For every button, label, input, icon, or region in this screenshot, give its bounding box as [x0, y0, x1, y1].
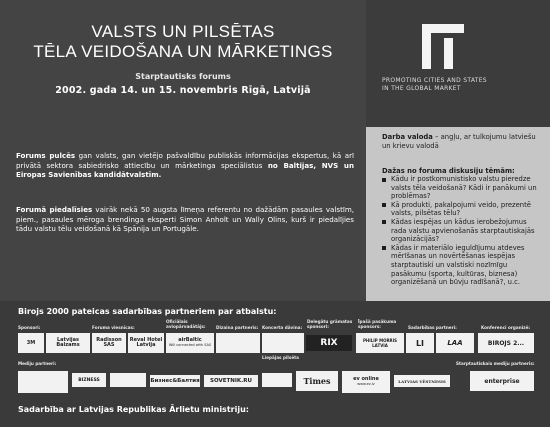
logo-caption-line-2: IN THE GLOBAL MARKET	[382, 85, 461, 92]
logo-sovetnik: SOVETNIK.RU	[204, 375, 258, 387]
sponsors-section	[0, 301, 550, 427]
list-item: Kā produkti, pakalpojumi veido, prezentē valsts, pilsētas tēlu?	[382, 201, 544, 218]
cat-special-1: Īpašā pasākuma	[358, 319, 397, 324]
language-text: – angļu, ar tulkojumu latviešu un krievu valodā	[382, 133, 536, 150]
cat-sponsors: Sponsori:	[18, 325, 41, 330]
logo-ev-online	[342, 371, 390, 393]
event-date: 2002. gada 14. un 15. novembris Rīgā, Latvijā	[55, 85, 311, 96]
subtitle: Starptautisks forums	[135, 72, 231, 81]
title-block	[0, 0, 366, 127]
list-item: Kādas iespējas un kādus ierobežojumus rada valstu apvienošanās starptautiskajās organizācijās?	[382, 218, 544, 244]
topics-list	[382, 175, 544, 287]
logo-laa: LAA	[436, 333, 474, 353]
logo-caption-line-1: PROMOTING CITIES AND STATES	[382, 77, 487, 84]
intro-paragraph-2	[16, 205, 354, 234]
topics-title: Dažas no foruma diskusiju tēmām:	[382, 167, 515, 175]
cat-hotels: Foruma viesnīcas:	[92, 325, 135, 330]
list-item: Kādu ir postkomunistisko valstu pieredze valsts tēla veidošanā? Kādi ir panākumi un problēmas?	[382, 175, 544, 201]
ministry-note: Sadarbība ar Latvijas Republikas Ārlietu ministriju:	[18, 405, 249, 414]
cat-airline-1: Oficiālais	[166, 319, 188, 324]
logo-reval-hotel: Reval Hotel Latvija	[128, 333, 164, 353]
cat-delegates-2: sponsori:	[307, 324, 329, 329]
intro-paragraph-1	[16, 151, 354, 180]
logo-media-6	[262, 373, 292, 387]
logo-media-3	[110, 373, 146, 387]
logo-airbaltic-name: airBaltic	[178, 337, 202, 343]
cat-partners: Sadarbības partneri:	[408, 325, 457, 330]
list-item: Kādas ir materiālo ieguldījumu atdeves mērīšanas un novērtēšanas iespējas starptautiski un valstiski nozīmīgu pasākumu (sporta, kultūras, biznesa) organizēšanā un būvju radīšanā?, u.c.	[382, 244, 544, 287]
logo-ev-online-name: ev online	[353, 376, 379, 382]
logo-birojs-2000: BIROJS 2...	[478, 333, 534, 353]
cat-special-2: sponsors:	[358, 324, 381, 329]
forum-logo-icon	[422, 24, 464, 69]
logo-radisson: Radisson SAS	[92, 333, 126, 353]
logo-bizness-baltija: Бизнес&Балтия	[150, 375, 200, 387]
cat-intl-media: Starptautiskais mediju partneris:	[456, 361, 535, 366]
logo-bizness: BIZNESS	[72, 373, 106, 387]
logo-enterprise: enterprise	[470, 371, 534, 391]
title-line-2: TĒLA VEIDOŠANA UN MĀRKETINGS	[33, 42, 333, 61]
logo-latvijas-balzams: Latvijas Balzams	[46, 333, 90, 353]
logo-airbaltic-tagline: Will connected with SAS	[168, 343, 212, 347]
sponsors-heading: Birojs 2000 pateicas sadarbības partneriem par atbalstu:	[18, 307, 277, 316]
logo-times: Times	[296, 371, 338, 391]
logo-media-1	[18, 371, 68, 393]
cat-airline-2: aviopārvadātājs:	[166, 324, 206, 329]
language-label: Darba valoda	[382, 133, 433, 141]
logo-rix: RIX	[306, 335, 352, 351]
info-panel	[366, 127, 550, 301]
intro-p1-lead: Forums pulcēs	[16, 151, 76, 160]
cat-media: Mediju partneri:	[18, 361, 57, 366]
title-line-1: VALSTS UN PILSĒTAS	[91, 22, 275, 41]
intro-p2-text: vairāk nekā 50 augsta līmeņa referentu no dažādām pasaules valstīm, piem., pasaules mēroga brendinga eksperti Simon Anholt un Wally Olins, kurš ir piedalījies tādu valstu tēlu veidošanā kā Spānija un Portugāle.	[16, 205, 354, 234]
logo-design-partner	[216, 333, 260, 353]
intro-p1-text: gan valsts, gan vietējo pašvaldību publiskās informācijas ekspertus, kā arī privātā sektora sabiedrisko attiecību un mārketinga speciālistus	[16, 151, 354, 170]
caption-liepajas-pilseta: Liepājas pilsēta	[262, 355, 300, 360]
logo-3m: 3M	[18, 333, 44, 353]
intro-section	[0, 127, 366, 301]
logo-concert-sponsor	[262, 333, 304, 353]
logo-latvijas-vestnesis: LATVIAS VĒSTNESIS	[394, 375, 450, 387]
language-note	[382, 133, 542, 151]
cat-delegates-1: Delegātu grāmatas	[307, 319, 353, 324]
intro-p1-tail: no Baltijas, NVS un Eiropas Savienības kandidātvalstīm.	[16, 160, 354, 180]
cat-design: Dizaina partneris:	[216, 325, 259, 330]
intro-p2-lead: Forumā piedalīsies	[16, 205, 93, 214]
logo-caption	[382, 77, 532, 93]
logo-li: LI	[406, 333, 434, 353]
cat-organizer: Konferenci organizē:	[481, 325, 531, 330]
logo-airbaltic	[166, 333, 214, 353]
cat-concert: Koncerta dāvina:	[262, 325, 303, 330]
logo-philip-morris: PHILIP MORRIS LATVIA	[356, 333, 404, 353]
logo-ev-online-url: www.ev.lv	[357, 382, 375, 386]
